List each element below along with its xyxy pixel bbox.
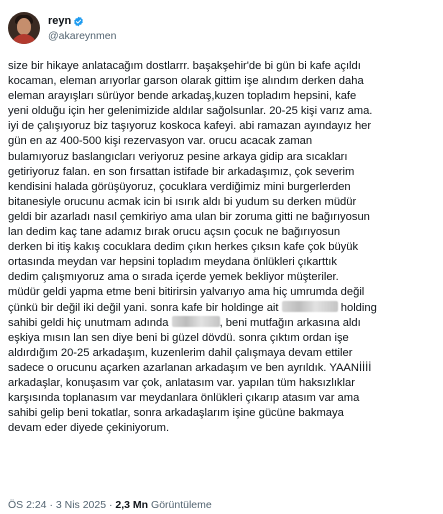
tweet-line: müdür geldi yapma etme beni bitirirsin yalvarıyo ama hiç umrumda değil: [8, 286, 365, 299]
tweet-line: bulamıyoruz baslangıcları veriyoruz pesine arkaya gidip ara sıcakları: [8, 150, 348, 163]
tweet-line: iyi de çalışıyoruz biz taşıyoruz koskoca kafeyi. abi ramazan ayındayız her: [8, 120, 372, 133]
name-row: [48, 14, 116, 29]
tweet-line: geldi bir azarladı nasıl çemkiriyo ama ulan bir zoruma gitti ne bağırıyosun: [8, 210, 370, 223]
tweet-line: eşkiya mısın lan sen diye beni bi güzel dövdü. sonra çıktım ordan işe: [8, 331, 349, 344]
tweet-line: devam eder diyede çekiniyorum.: [8, 422, 170, 435]
tweet-line: size bir hikaye anlatacağım dostlarrr. başakşehir'de bi gün bi kafe açıldı: [8, 60, 361, 72]
avatar-shoulders: [11, 34, 37, 44]
author-info: [48, 14, 116, 43]
tweet-line: sahibi gelip beni tokatlar, sonra arkadaşlarım işine gücüne bakmaya: [8, 407, 344, 420]
tweet-meta: [8, 498, 212, 512]
redacted-company-name: [282, 301, 338, 312]
meta-separator: ·: [109, 499, 113, 511]
tweet-line: dedim çalışmıyoruz ama o sırada içerde yemek bekliyor müşteriler.: [8, 271, 339, 284]
tweet-line: ortasında meydan var hepsini topladım meydana önlükleri çıkarttık: [8, 256, 337, 269]
tweet-line-part: sahibi geldi hiç unutmam adında: [8, 316, 169, 329]
tweet-line: eleman arayışları sürüyor bende arkadaş,kuzen topladım hepsini, kafe: [8, 90, 357, 103]
tweet-line-part: holding: [340, 301, 377, 314]
tweet-line: kendisini halada görüşüyoruz, çocuklara verdiğimiz mini burgerlerden: [8, 180, 351, 193]
tweet-line-redacted: [8, 316, 437, 331]
tweet-line: derken bi itiş kakış cocuklara dedim çıkın herkes çıksın kafe çok büyük: [8, 241, 359, 254]
tweet-line: sadece o orucunu açarken azarlanan arkadaşım ve ben ayrıldık. YAANİİİİ: [8, 361, 372, 374]
tweet-line: gün en az 400-500 kişi rezervasyon var. orucu acacak zaman: [8, 135, 313, 148]
tweet-header: [8, 8, 437, 48]
tweet-text: [8, 59, 437, 436]
tweet-line: yeni olduğu için her gelenimizide aldılar sağolsunlar. 20-25 kişi varız ama.: [8, 105, 373, 118]
tweet-line: getiriyoruz falan. en son fırsattan istifade bir arkadaşımız, çok severim: [8, 165, 355, 178]
avatar[interactable]: [8, 12, 40, 44]
user-handle[interactable]: @akareynmen: [48, 29, 117, 42]
display-name[interactable]: reyn: [48, 14, 72, 27]
tweet-date[interactable]: 3 Nis 2025: [55, 499, 107, 511]
tweet-line: arkadaşlar, konuşasım var çok, anlatasım var. yapılan tüm haksızlıklar: [8, 376, 355, 389]
tweet-line-part: , beni mutfağın arkasına aldı: [219, 316, 361, 329]
meta-separator: ·: [49, 499, 53, 511]
tweet-line: karşısında toplanasım var meydanlara önlükleri çıkarıp atasım var ama: [8, 392, 360, 405]
tweet-line: bitanesiyle orucunu acmak icin bi ısırık aldı bi yudum su derken müdür: [8, 195, 357, 208]
tweet-time[interactable]: ÖS 2:24: [8, 499, 47, 511]
tweet-line: kocaman, eleman arıyorlar garson olarak gittim işe alındım derken daha: [8, 75, 364, 88]
view-label: Görüntüleme: [151, 499, 212, 511]
avatar-face: [17, 18, 31, 35]
tweet-line-redacted: [8, 301, 437, 316]
tweet-line-part: çünkü bir değil iki değil yani. sonra kafe bir holdinge ait: [8, 301, 279, 314]
verified-badge-icon: [73, 16, 84, 27]
tweet-line: aldırdığım 20-25 arkadaşım, kuzenlerim dahil çalışmaya devam ettiler: [8, 346, 353, 359]
redacted-owner-name: [172, 316, 220, 327]
view-count: 2,3 Mn: [115, 499, 149, 511]
tweet-line: lan dedim kaç tane adamız bırak orucu açsın çocuk ne bağırıyosun: [8, 226, 341, 239]
